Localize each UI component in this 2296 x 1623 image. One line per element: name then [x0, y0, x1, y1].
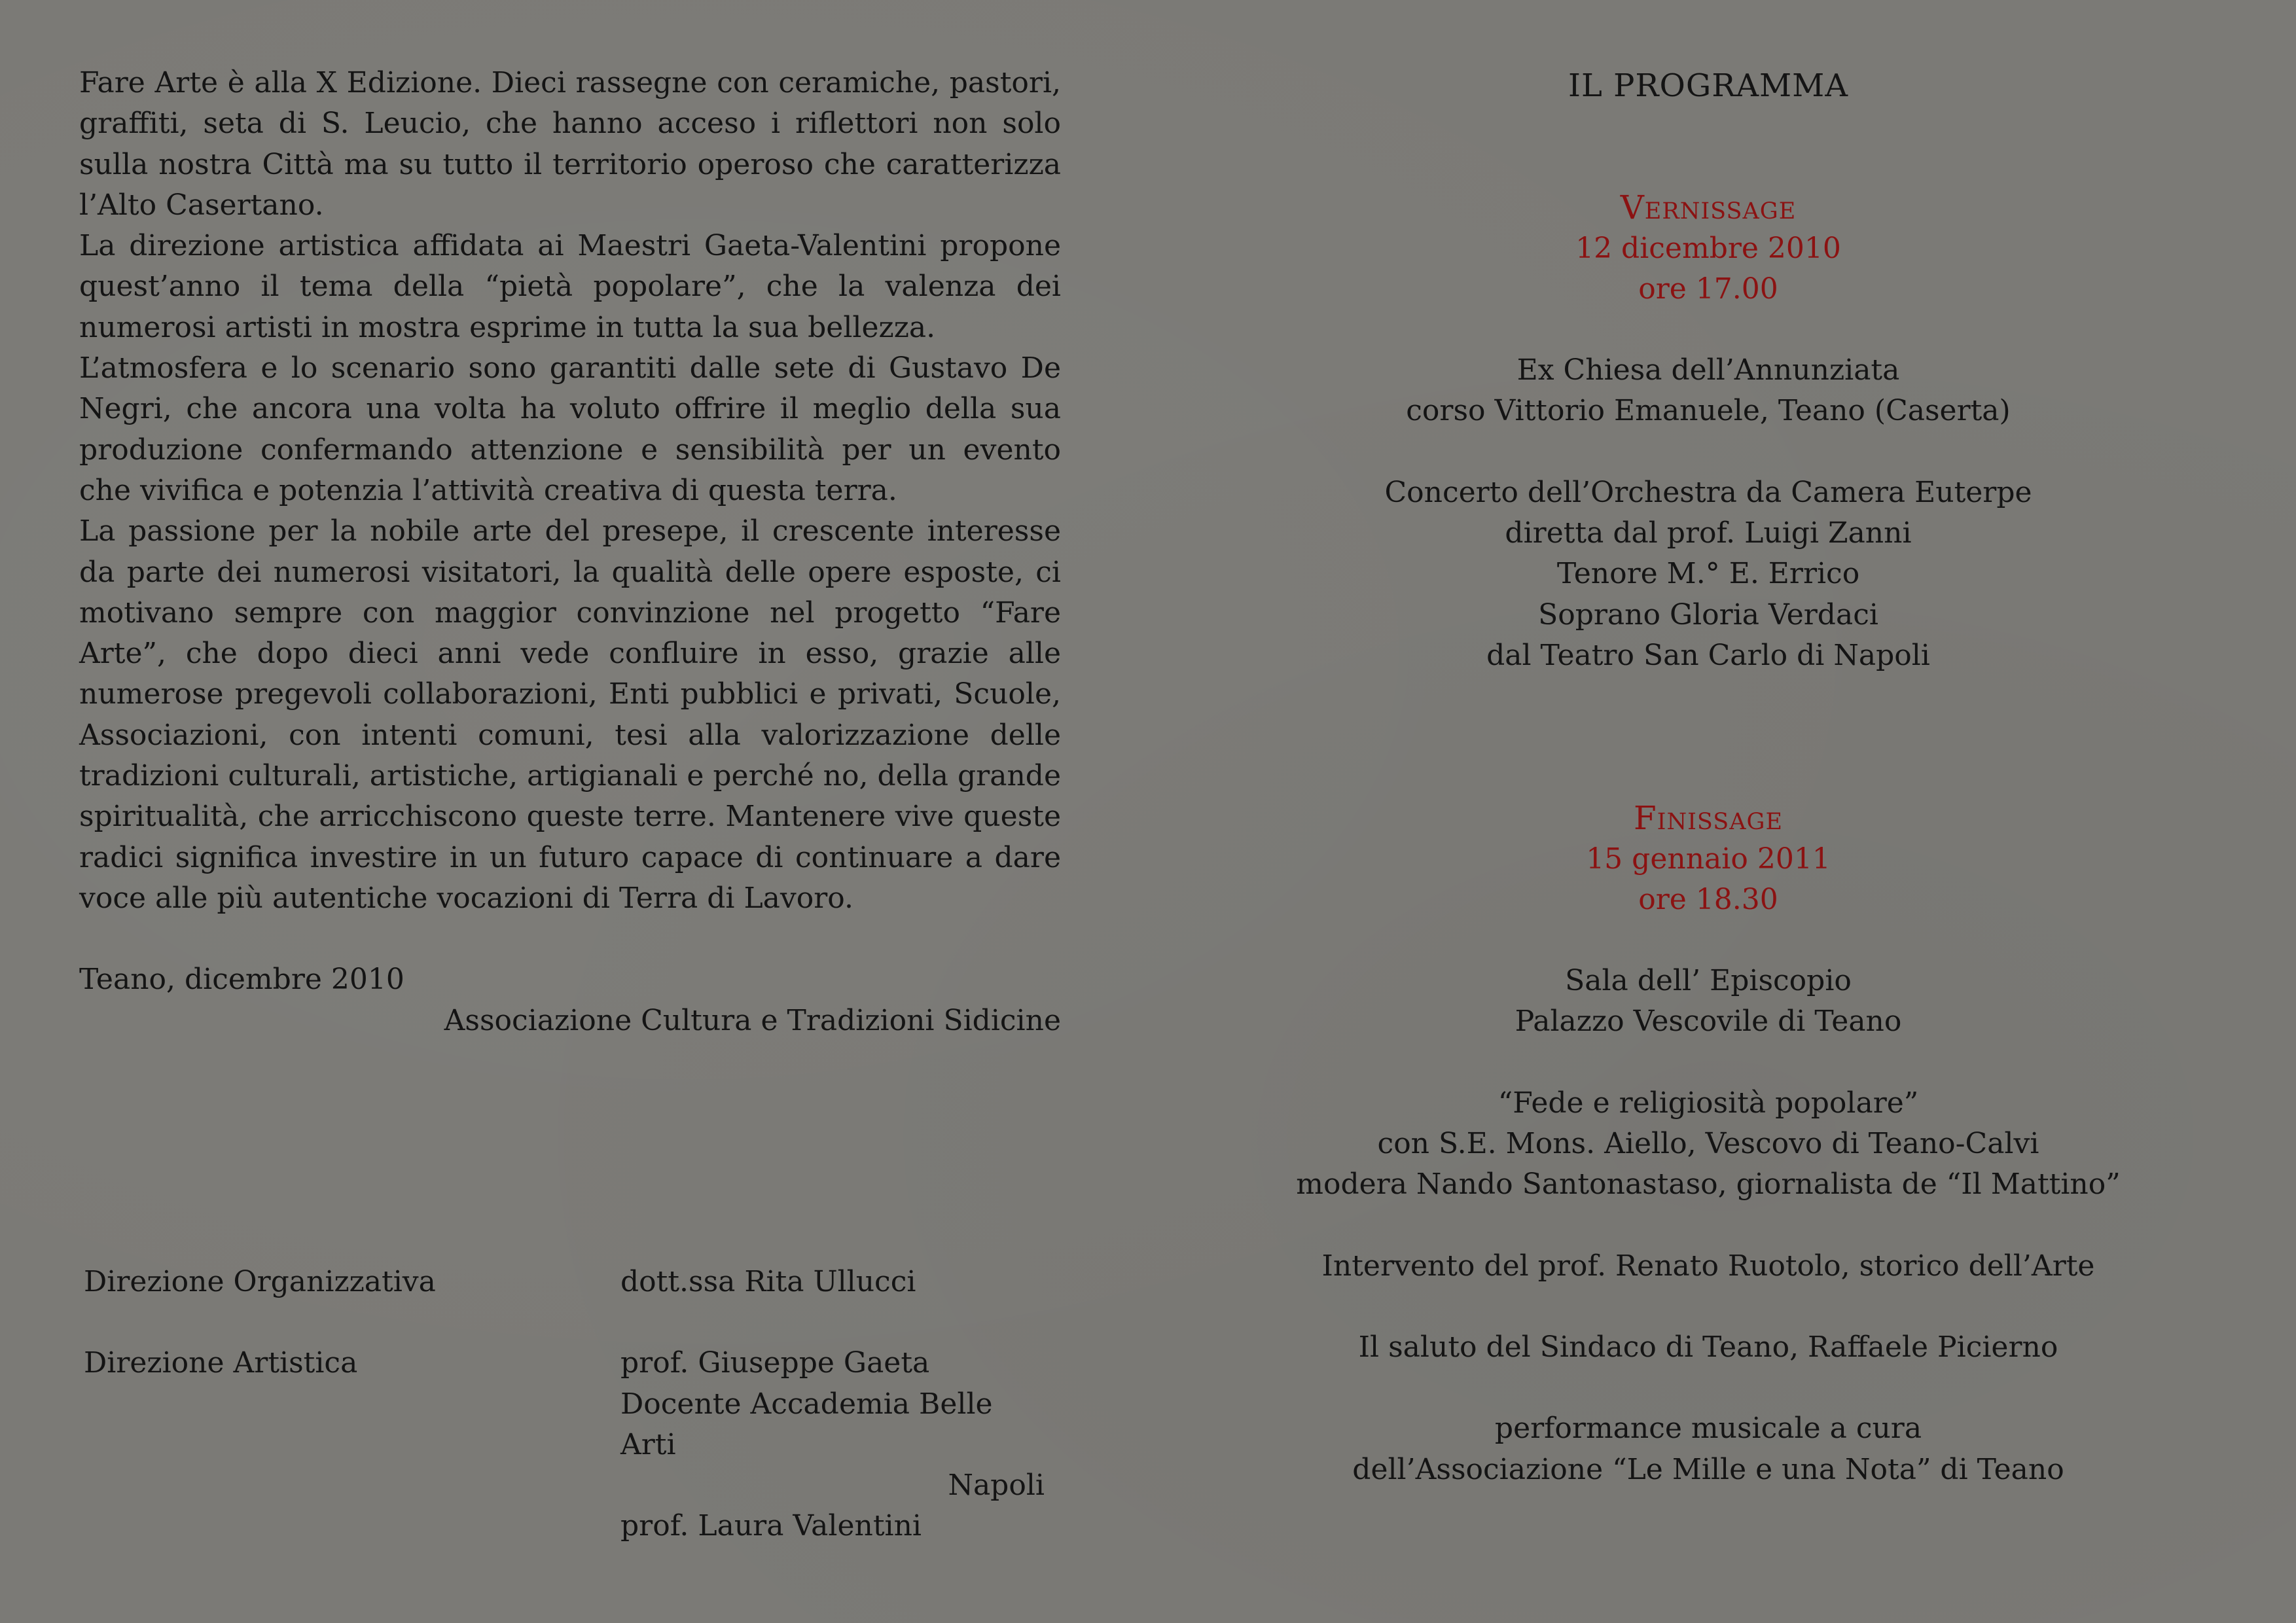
finissage-intervento: Intervento del prof. Renato Ruotolo, storico dell’Arte — [1321, 1249, 2095, 1283]
vernissage-date: 12 dicembre 2010 — [1575, 231, 1841, 265]
credit-value-line: dott.ssa Rita Ullucci — [620, 1265, 916, 1298]
finissage-talk-line: “Fede e religiosità popolare” — [1498, 1086, 1919, 1120]
spacer — [1247, 432, 2170, 473]
credit-label-organizzativa: Direzione Organizzativa — [84, 1265, 436, 1298]
vernissage-section — [1247, 187, 2170, 676]
finissage-talk-line: modera Nando Santonastaso, giornalista de “Il Mattino” — [1296, 1168, 2121, 1202]
finissage-building: Palazzo Vescovile di Teano — [1515, 1005, 1902, 1039]
finissage-performance-line: performance musicale a cura — [1494, 1412, 1922, 1446]
intro-text — [79, 63, 1061, 1041]
spacer — [1247, 1368, 2170, 1408]
finissage-heading: Finissage — [1633, 799, 1784, 838]
spacer — [1247, 920, 2170, 961]
vernissage-detail-line: Concerto dell’Orchestra da Camera Euterpe — [1384, 475, 2032, 509]
finissage-time: ore 18.30 — [1638, 882, 1778, 916]
spacer — [1247, 1205, 2170, 1246]
spacer — [1247, 1287, 2170, 1327]
credit-value-organizzativa — [620, 1262, 1045, 1302]
credit-row-organizzativa — [84, 1262, 1066, 1302]
vernissage-time: ore 17.00 — [1638, 272, 1778, 306]
finissage-venue: Sala dell’ Episcopio — [1565, 964, 1852, 998]
credits — [84, 1262, 1066, 1588]
date-place: Teano, dicembre 2010 — [79, 963, 404, 997]
association-signature: Associazione Cultura e Tradizioni Sidicine — [444, 1003, 1061, 1037]
vernissage-detail-line: dal Teatro San Carlo di Napoli — [1486, 638, 1930, 672]
credit-label-artistica: Direzione Artistica — [84, 1346, 358, 1380]
credit-value-artistica — [620, 1343, 1045, 1546]
credit-value-line: prof. Giuseppe Gaeta — [620, 1346, 930, 1380]
vernissage-detail-line: Tenore M.° E. Errico — [1556, 557, 1860, 591]
vernissage-heading: Vernissage — [1620, 188, 1797, 227]
intro-paragraph-4: La passione per la nobile arte del presepe, il crescente interesse da parte dei numerosi visitatori, la qualità delle opere esposte, ci motivano sempre con maggior convinzione nel progetto “Fare Arte”, che dopo dieci anni vede confluire in esso, grazie alle numerose pregevoli collaborazioni, Enti pubblici e privati, Scuole, Associazioni, con intenti comuni, tesi alla valorizzazione delle tradizioni culturali, artistiche, artigianali e perché no, della grande spiritualità, che arricchiscono queste terre. Mantenere vive queste radici significa investire in un futuro capace di continuare a dare voce alle più autentiche vocazioni di Terra di Lavoro. — [79, 514, 1061, 915]
program — [1247, 65, 2170, 1490]
spacer — [1247, 1043, 2170, 1083]
finissage-saluto: Il saluto del Sindaco di Teano, Raffaele Picierno — [1358, 1330, 2058, 1364]
spacer — [1247, 310, 2170, 350]
finissage-section — [1247, 798, 2170, 1490]
credit-value-line: Docente Accademia Belle Arti — [620, 1387, 993, 1461]
finissage-talk-line: con S.E. Mons. Aiello, Vescovo di Teano-Calvi — [1377, 1127, 2039, 1161]
spacer — [1247, 676, 2170, 798]
credit-value-line: Napoli — [948, 1469, 1045, 1503]
spacer — [79, 919, 1061, 959]
finissage-performance-line: dell’Associazione “Le Mille e una Nota” di Teano — [1352, 1452, 2064, 1486]
credit-value-line: prof. Laura Valentini — [620, 1509, 922, 1543]
intro-paragraph-2: La direzione artistica affidata ai Maestri Gaeta-Valentini propone quest’anno il tema della “pietà popolare”, che la valenza dei numerosi artisti in mostra esprime in tutta la sua bellezza. — [79, 229, 1061, 344]
vernissage-address: corso Vittorio Emanuele, Teano (Caserta) — [1406, 394, 2011, 428]
program-title: IL PROGRAMMA — [1568, 67, 1848, 104]
vernissage-detail-line: Soprano Gloria Verdaci — [1538, 597, 1878, 632]
credit-row-artistica — [84, 1343, 1066, 1546]
intro-paragraph-1: Fare Arte è alla X Edizione. Dieci rassegne con ceramiche, pastori, graffiti, seta di S. Leucio, che hanno acceso i riflettori non solo sulla nostra Città ma su tutto il territorio operoso che caratterizza l’Alto Casertano. — [79, 66, 1061, 222]
vernissage-detail-line: diretta dal prof. Luigi Zanni — [1505, 516, 1912, 550]
finissage-date: 15 gennaio 2011 — [1586, 842, 1831, 876]
intro-paragraph-3: L’atmosfera e lo scenario sono garantiti dalle sete di Gustavo De Negri, che ancora una volta ha voluto offrire il meglio della sua produzione confermando attenzione e sensibilità per un evento che vivifica e potenzia l’attività creativa di questa terra. — [79, 351, 1061, 507]
vernissage-venue: Ex Chiesa dell’Annunziata — [1516, 353, 1900, 387]
